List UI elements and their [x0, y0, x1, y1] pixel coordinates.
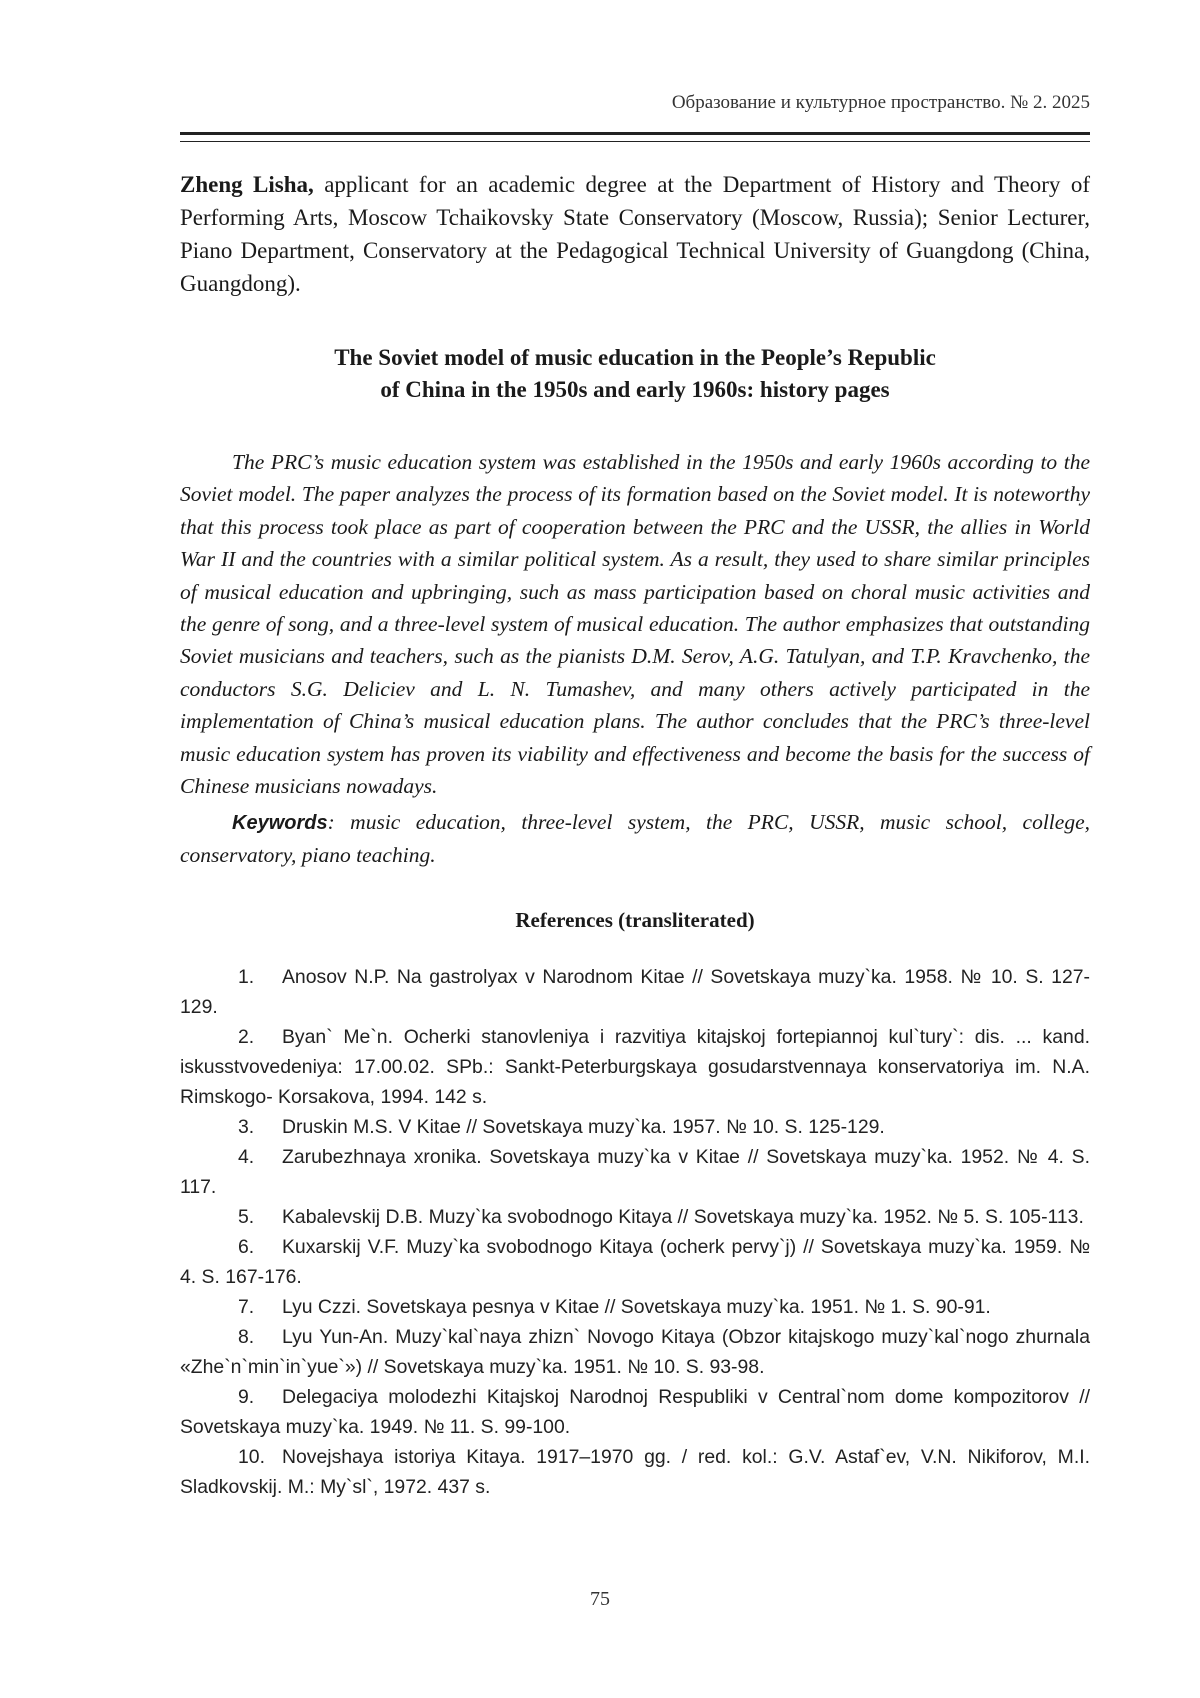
reference-text: Novejshaya istoriya Kitaya. 1917–1970 gg. / red. kol.: G.V. Astaf`ev, V.N. Nikiforov, M.I. Sladkovskij. M.: My`sl`, 1972. 437 s.: [180, 1446, 1090, 1498]
reference-item: [180, 1442, 1090, 1502]
reference-text: Lyu Yun-An. Muzy`kal`naya zhizn` Novogo Kitaya (Obzor kitajskogo muzy`kal`nogo zhurnala «Zhe`n`min`in`yue`») // Sovetskaya muzy`ka. 1951. № 10. S. 93-98.: [180, 1326, 1090, 1378]
reference-text: Kabalevskij D.B. Muzy`ka svobodnogo Kitaya // Sovetskaya muzy`ka. 1952. № 5. S. 105-113.: [282, 1206, 1084, 1228]
reference-number: 3.: [238, 1116, 255, 1138]
references-heading: References (transliterated): [515, 908, 755, 932]
reference-item: [180, 1202, 1090, 1232]
reference-number: 6.: [238, 1236, 255, 1258]
author-description: applicant for an academic degree at the Department of History and Theory of Performing Arts, Moscow Tchaikovsky State Conservatory (Moscow, Russia); Senior Lecturer, Piano Department, Conservatory at the Pedagogical Technical University of Guangdong (China, Guangdong).: [180, 172, 1090, 296]
article-title-line-2: of China in the 1950s and early 1960s: history pages: [380, 377, 890, 402]
keywords: [180, 806, 1090, 872]
reference-number: 10.: [238, 1446, 265, 1468]
reference-item: [180, 1322, 1090, 1382]
reference-number: 9.: [238, 1386, 255, 1408]
reference-text: Delegaciya molodezhi Kitajskoj Narodnoj Respubliki v Central`nom dome kompozitorov // Sovetskaya muzy`ka. 1949. № 11. S. 99-100.: [180, 1386, 1090, 1438]
author-info: [180, 168, 1090, 300]
reference-number: 2.: [238, 1026, 255, 1048]
reference-item: [180, 962, 1090, 1022]
reference-number: 4.: [238, 1146, 255, 1168]
references-list: [180, 962, 1090, 1502]
reference-text: Byan` Me`n. Ocherki stanovleniya i razvitiya kitajskoj fortepiannoj kul`tury`: dis. ... kand. iskusstvovedeniya: 17.00.02. SPb.: Sankt-Peterburgskaya gosudarstvennaya konservatoriya im. N.A. Rimskogo- Korsakova, 1994. 142 s.: [180, 1026, 1090, 1108]
article-title: [180, 342, 1090, 406]
header-rule: [180, 132, 1090, 142]
author-name: Zheng Lisha,: [180, 172, 314, 197]
keywords-text: : music education, three-level system, the PRC, USSR, music school, college, conservatory, piano teaching.: [180, 810, 1090, 868]
reference-number: 8.: [238, 1326, 255, 1348]
reference-text: Kuxarskij V.F. Muzy`ka svobodnogo Kitaya (ocherk pervy`j) // Sovetskaya muzy`ka. 1959. № 4. S. 167-176.: [180, 1236, 1090, 1288]
reference-item: [180, 1232, 1090, 1292]
reference-item: [180, 1382, 1090, 1442]
journal-header: Образование и культурное пространство. № 2. 2025: [671, 92, 1090, 113]
reference-item: [180, 1292, 1090, 1322]
page-number: 75: [590, 1588, 610, 1610]
reference-item: [180, 1112, 1090, 1142]
reference-text: Zarubezhnaya xronika. Sovetskaya muzy`ka v Kitae // Sovetskaya muzy`ka. 1952. № 4. S. 117.: [180, 1146, 1090, 1198]
reference-text: Druskin M.S. V Kitae // Sovetskaya muzy`ka. 1957. № 10. S. 125-129.: [282, 1116, 885, 1138]
reference-item: [180, 1142, 1090, 1202]
reference-number: 7.: [238, 1296, 255, 1318]
reference-text: Anosov N.P. Na gastrolyax v Narodnom Kitae // Sovetskaya muzy`ka. 1958. № 10. S. 127-129.: [180, 966, 1090, 1018]
reference-number: 5.: [238, 1206, 255, 1228]
reference-number: 1.: [238, 966, 255, 988]
article-title-line-1: The Soviet model of music education in the People’s Republic: [334, 345, 936, 370]
keywords-label: Keywords: [232, 812, 328, 834]
reference-text: Lyu Czzi. Sovetskaya pesnya v Kitae // Sovetskaya muzy`ka. 1951. № 1. S. 90-91.: [282, 1296, 991, 1318]
reference-item: [180, 1022, 1090, 1112]
abstract: The PRC’s music education system was established in the 1950s and early 1960s according to the Soviet model. The paper analyzes the process of its formation based on the Soviet model. It is noteworthy that this process took place as part of cooperation between the PRC and the USSR, the allies in World War II and the countries with a similar political system. As a result, they used to share similar principles of musical education and upbringing, such as mass participation based on choral music activities and the genre of song, and a three-level system of musical education. The author emphasizes that outstanding Soviet musicians and teachers, such as the pianists D.M. Serov, A.G. Tatulyan, and T.P. Kravchenko, the conductors S.G. Deliciev and L. N. Tumashev, and many others actively participated in the implementation of China’s musical education plans. The author concludes that the PRC’s three-level music education system has proven its viability and effectiveness and become the basis for the success of Chinese musicians nowadays.: [180, 450, 1090, 799]
